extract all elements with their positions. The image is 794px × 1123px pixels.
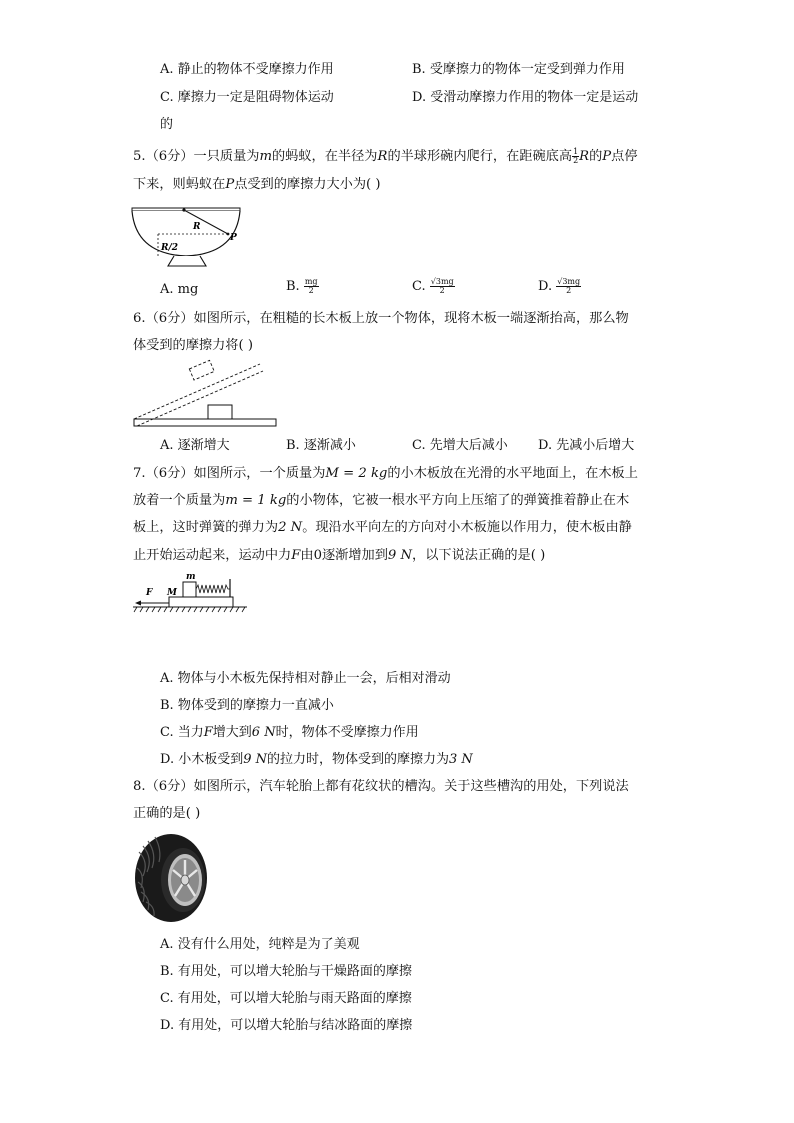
q7-text: 板上，这时弹簧的弹力为	[133, 520, 279, 535]
q7-option-c	[160, 726, 419, 739]
q7-text: 。现沿水平向左的方向对小木板施以作用力，使木板由静	[302, 520, 632, 535]
q6-stem-line-2: 体受到的摩擦力将( )	[133, 338, 253, 353]
q7-text: 止开始运动起来，运动中力	[133, 548, 292, 563]
q5-option-c-num: √3mg	[430, 277, 454, 286]
q5-option-d-num: √3mg	[557, 277, 581, 286]
q6-option-c: C. 先增大后减小	[412, 438, 508, 453]
q8-option-d: D. 有用处，可以增大轮胎与结冰路面的摩擦	[160, 1018, 413, 1033]
q5-option-d	[538, 278, 581, 295]
q7-option-d-value-2: 3 N	[449, 752, 473, 767]
q7-var-m-small: m = 1 kg	[225, 493, 287, 508]
q8-stem-line-1: 8.（6分）如图所示，汽车轮胎上都有花纹状的槽沟。关于这些槽沟的用处，下列说法	[133, 779, 629, 794]
q7-option-d	[160, 753, 473, 766]
q7-stem-line-2	[133, 494, 629, 507]
q5-var-p: P	[602, 149, 612, 164]
q5-var-r: R	[579, 149, 590, 164]
q5-fig-label-r-half: R/2	[161, 243, 179, 253]
q6-option-d: D. 先减小后增大	[538, 438, 635, 453]
q5-option-b-fraction	[304, 278, 319, 295]
q5-option-b-prefix: B.	[286, 279, 300, 294]
q5-text: 的	[589, 149, 603, 164]
q5-var-p: P	[225, 177, 235, 192]
q4-option-c: C. 摩擦力一定是阻碍物体运动	[160, 90, 334, 105]
q7-stem-line-1	[133, 467, 638, 480]
q8-option-b: B. 有用处，可以增大轮胎与干燥路面的摩擦	[160, 964, 412, 979]
q7-option-c-var-f: F	[203, 725, 213, 740]
q5-fig-label-r: R	[193, 222, 201, 232]
q7-option-c-value: 6 N	[251, 725, 276, 740]
q7-value-zero: 0	[313, 548, 322, 563]
q5-option-c	[412, 278, 455, 295]
q8-stem-line-2: 正确的是( )	[133, 806, 201, 821]
q6-option-a: A. 逐渐增大	[160, 438, 230, 453]
q5-option-c-prefix: C.	[412, 279, 426, 294]
q7-text: 放着一个质量为	[133, 493, 226, 508]
q4-option-a: A. 静止的物体不受摩擦力作用	[160, 62, 334, 77]
q5-fig-label-p: P	[230, 233, 237, 243]
q8-tire-image	[133, 832, 213, 924]
q7-text: 的小木板放在光滑的水平地面上，在木板上	[387, 466, 638, 481]
q5-option-c-den: 2	[439, 286, 445, 295]
q5-frac-num: 1	[573, 147, 579, 156]
q5-text: 的半球形碗内爬行，在距碗底高	[387, 149, 573, 164]
q4-option-c-continued: 的	[160, 117, 174, 132]
q7-option-d-text: 的拉力时，物体受到的摩擦力为	[267, 752, 450, 767]
q5-option-a: A. mg	[160, 282, 199, 297]
q5-option-b-num: mg	[304, 277, 318, 286]
q7-option-d-value: 9 N	[243, 752, 268, 767]
q5-stem-line-1	[133, 148, 638, 165]
q8-option-c: C. 有用处，可以增大轮胎与雨天路面的摩擦	[160, 991, 412, 1006]
q5-option-d-fraction	[556, 278, 581, 295]
q5-frac-den: 2	[573, 156, 579, 165]
q5-text: 点受到的摩擦力大小为( )	[234, 177, 381, 192]
q7-option-d-text: D. 小木板受到	[160, 752, 244, 767]
q5-text: 5.（6分）一只质量为	[133, 149, 260, 164]
q7-option-b: B. 物体受到的摩擦力一直减小	[160, 698, 334, 713]
q5-option-b-den: 2	[308, 286, 314, 295]
q7-option-c-text: 增大到	[212, 725, 252, 740]
q5-text: 的蚂蚁，在半径为	[272, 149, 378, 164]
q7-var-f: F	[291, 548, 301, 563]
q5-text: 点停	[611, 149, 638, 164]
q7-option-a: A. 物体与小木板先保持相对静止一会，后相对滑动	[160, 671, 451, 686]
q5-var-r: R	[377, 149, 388, 164]
q7-text: 由	[300, 548, 314, 563]
q5-bowl-figure	[130, 204, 245, 268]
q4-option-d: D. 受滑动摩擦力作用的物体一定是运动	[412, 90, 639, 105]
q5-option-d-den: 2	[566, 286, 572, 295]
q6-stem-line-1: 6.（6分）如图所示，在粗糙的长木板上放一个物体，现将木板一端逐渐抬高，那么物	[133, 311, 629, 326]
q7-fig-label-f: F	[146, 588, 153, 598]
q6-option-b: B. 逐渐减小	[286, 438, 356, 453]
q7-text: 7.（6分）如图所示，一个质量为	[133, 466, 326, 481]
q7-spring-figure	[133, 570, 248, 614]
q7-text: 的小物体，它被一根水平方向上压缩了的弹簧推着静止在木	[286, 493, 630, 508]
q5-option-c-fraction	[430, 278, 455, 295]
q7-stem-line-3	[133, 521, 632, 534]
q7-text: ，以下说法正确的是( )	[412, 548, 546, 563]
q5-text: 下来，则蚂蚁在	[133, 177, 226, 192]
q7-spring-force: 2 N	[278, 520, 303, 535]
q5-option-b	[286, 278, 319, 295]
q5-var-m: m	[259, 149, 272, 164]
q7-var-m-big: M = 2 kg	[325, 466, 388, 481]
q7-option-c-text: C. 当力	[160, 725, 204, 740]
q7-fig-label-m-big: M	[167, 588, 177, 598]
q7-option-c-text: 时，物体不受摩擦力作用	[275, 725, 419, 740]
q7-value-9n: 9 N	[387, 548, 413, 563]
q7-text: 逐渐增加到	[321, 548, 388, 563]
q7-fig-label-m-small: m	[186, 572, 196, 582]
q5-stem-line-2	[133, 178, 381, 191]
q5-option-d-prefix: D.	[538, 279, 553, 294]
q6-incline-figure	[134, 360, 279, 428]
q4-option-b: B. 受摩擦力的物体一定受到弹力作用	[412, 62, 625, 77]
q8-option-a: A. 没有什么用处，纯粹是为了美观	[160, 937, 360, 952]
q7-stem-line-4	[133, 549, 545, 562]
